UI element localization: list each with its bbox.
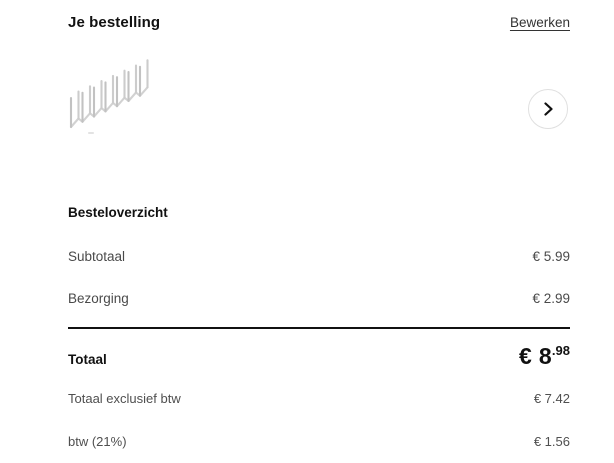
subtotal-value: € 5.99 (532, 249, 570, 264)
vat-label: btw (21%) (68, 434, 127, 449)
summary-row-excl-vat (68, 391, 570, 406)
summary-row-subtotal (68, 249, 570, 264)
total-price-main: € 8 (519, 343, 552, 369)
edit-order-link[interactable]: Bewerken (509, 15, 570, 30)
excl-vat-value: € 7.42 (533, 391, 570, 406)
order-header (68, 14, 570, 31)
summary-row-delivery (68, 291, 570, 306)
next-button[interactable] (528, 89, 568, 129)
delivery-label: Bezorging (68, 291, 129, 306)
chevron-right-icon (541, 102, 555, 116)
delivery-value: € 2.99 (532, 291, 570, 306)
order-title: Je bestelling (68, 14, 161, 31)
total-label: Totaal (68, 352, 107, 367)
total-divider (68, 327, 570, 329)
total-price (519, 344, 570, 368)
product-thumbnail-wire-rack[interactable] (64, 55, 154, 139)
vat-value: € 1.56 (533, 434, 570, 449)
summary-heading: Besteloverzicht (68, 205, 168, 220)
summary-row-vat (68, 434, 570, 449)
total-price-cents: .98 (551, 343, 570, 358)
total-row (68, 344, 570, 368)
product-strip (68, 55, 570, 139)
subtotal-label: Subtotaal (68, 249, 126, 264)
excl-vat-label: Totaal exclusief btw (68, 391, 181, 406)
